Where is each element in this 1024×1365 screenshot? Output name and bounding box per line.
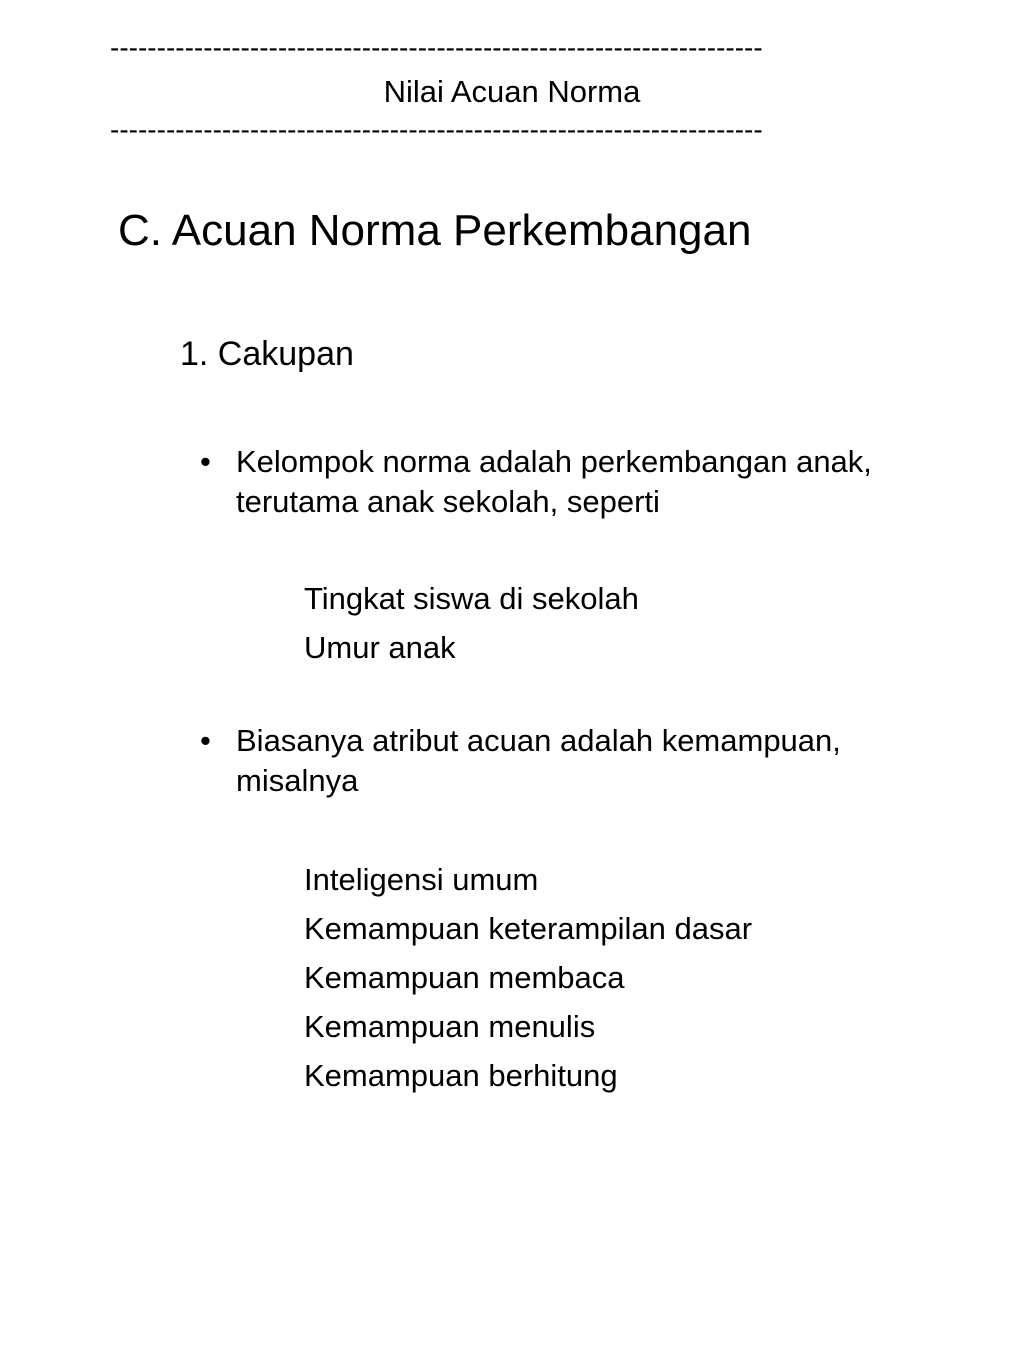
- bullet-item: [200, 721, 960, 801]
- subsection-title: 1. Cakupan: [180, 335, 354, 373]
- sub-list-item: Tingkat siswa di sekolah: [304, 581, 639, 616]
- bullet-text: [236, 442, 872, 522]
- header-divider-top: ----------------------------------------------------------------------: [110, 32, 763, 63]
- header-divider-bottom: ----------------------------------------------------------------------: [110, 114, 763, 145]
- header-title: Nilai Acuan Norma: [383, 74, 641, 109]
- bullet-item: [200, 442, 960, 522]
- sub-list-item: Kemampuan keterampilan dasar: [304, 911, 753, 946]
- bullet-marker: •: [200, 723, 211, 758]
- bullet-marker: •: [200, 444, 211, 479]
- section-title: C. Acuan Norma Perkembangan: [118, 206, 752, 255]
- bullet-text-line: Kelompok norma adalah perkembangan anak,: [236, 444, 872, 479]
- sub-list-item: Umur anak: [304, 630, 456, 665]
- sub-list-item: Kemampuan menulis: [304, 1009, 596, 1044]
- bullet-text-line: terutama anak sekolah, seperti: [236, 484, 660, 519]
- sub-list-item: Kemampuan membaca: [304, 960, 625, 995]
- bullet-text-line: Biasanya atribut acuan adalah kemampuan,: [236, 723, 841, 758]
- sub-list-item: Inteligensi umum: [304, 862, 539, 897]
- bullet-text-line: misalnya: [236, 763, 359, 798]
- bullet-text: [236, 721, 841, 801]
- sub-list-item: Kemampuan berhitung: [304, 1058, 618, 1093]
